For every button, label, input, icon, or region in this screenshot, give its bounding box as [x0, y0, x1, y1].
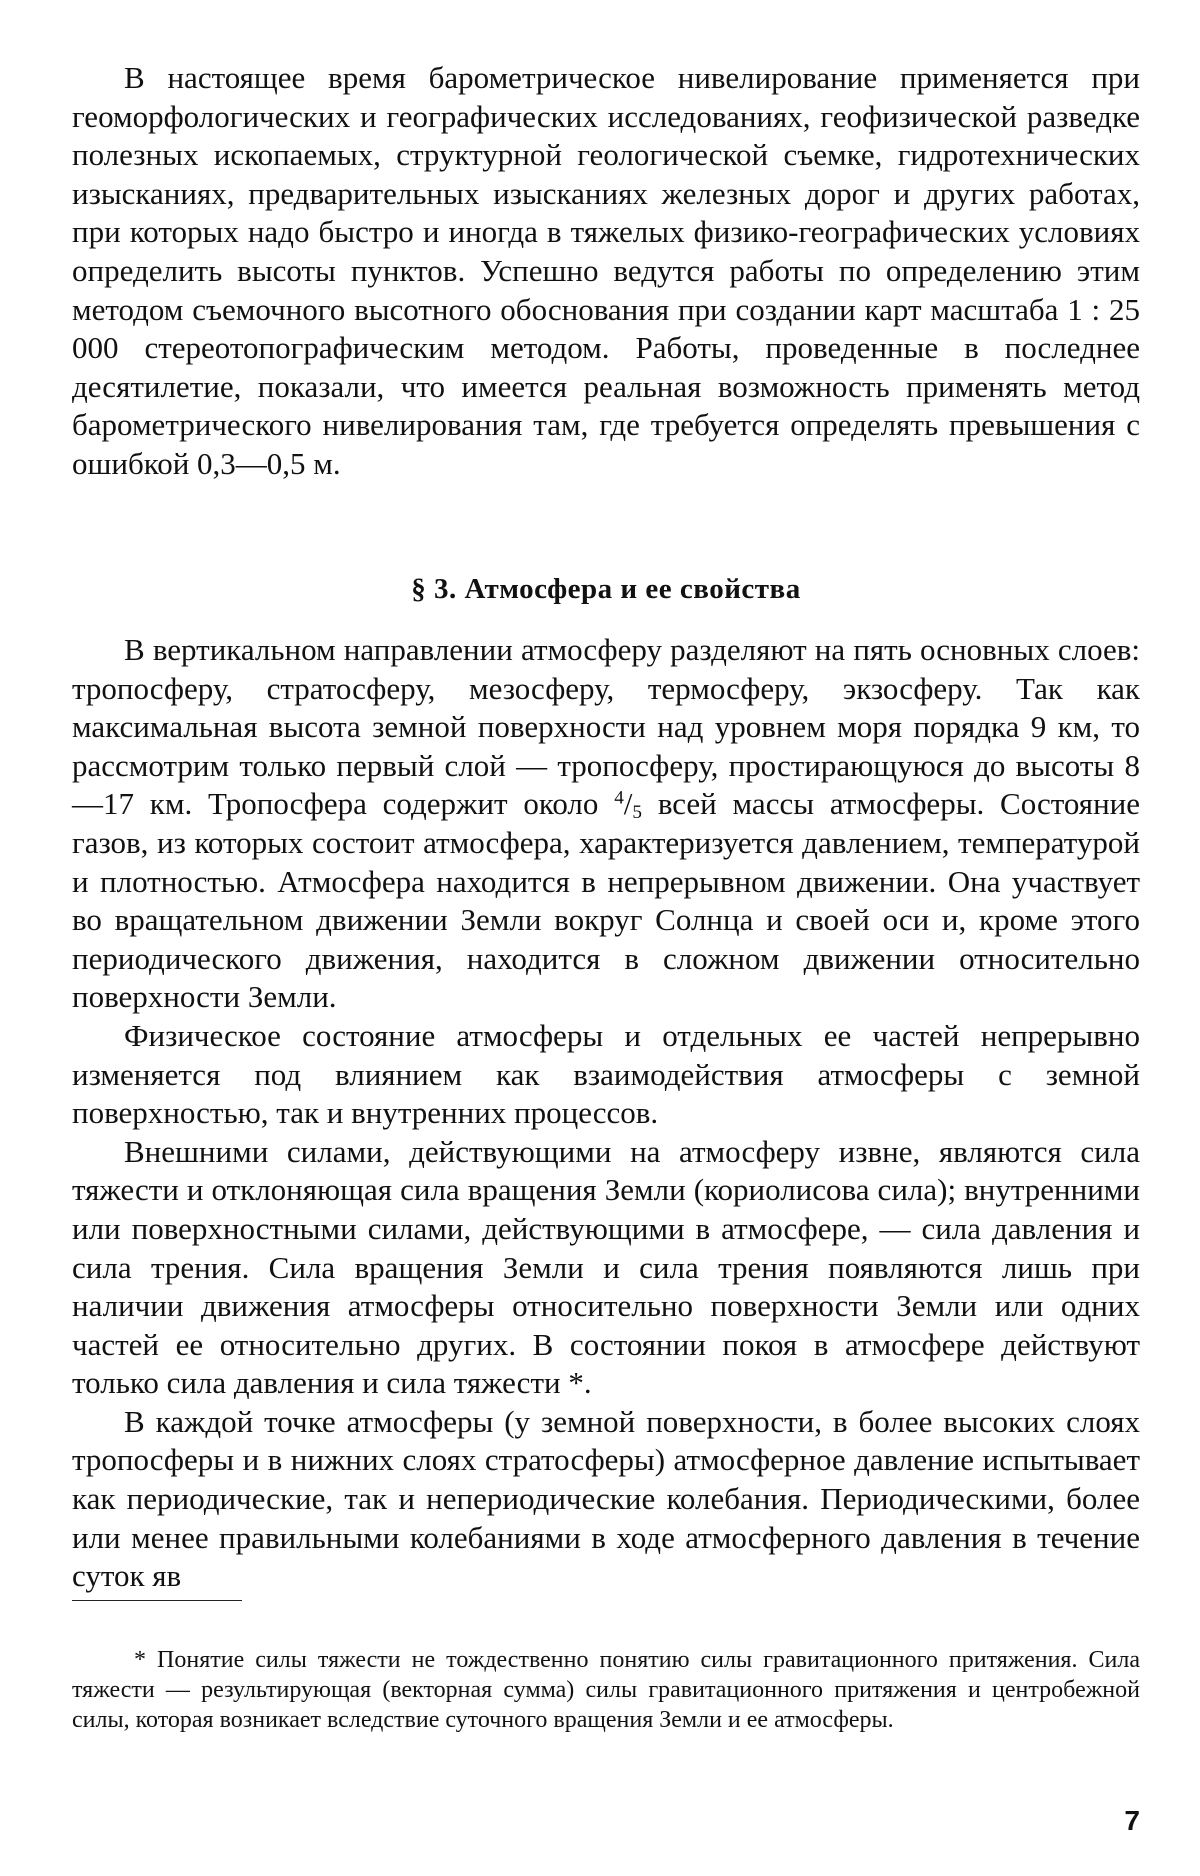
- paragraph-3: Внешними силами, действующими на атмосферу извне, являются сила тяжести и отклоняющая сила вращения Земли (кориолисова сила); внутренними или поверхностными силами, действующими в атмосфере, — сила давления и сила трения. Сила вращения Земли и сила трения появляются лишь при наличии движения атмосферы относительно поверхности Земли или одних частей ее относительно других. В состоянии покоя в атмосфере действуют только сила давления и сила тяжести *.: [72, 1133, 1140, 1401]
- footnote-block: [72, 1646, 1140, 1735]
- paragraph-4: В каждой точке атмосферы (у земной поверхности, в более высоких слоях тропосферы и в нижних слоях стратосферы) атмосферное давление испытывает как периодические, так и непериодические колебания. Периодическими, более или менее правильными колебаниями в ходе атмосферного давления в течение суток яв: [72, 1403, 1140, 1594]
- paragraph-1: [72, 631, 1140, 1017]
- fraction-four-fifths: $^4/_5$: [614, 786, 643, 824]
- paragraph-2: Физическое состояние атмосферы и отдельных ее частей непрерывно изменяется под влиянием как взаимодействия атмосферы с земной поверхностью, так и внутренних процессов.: [72, 1017, 1140, 1131]
- paragraph-1-start: В вертикальном направлении атмосферу разделяют на пять основных слоев: тропосферу, стратосферу, мезосферу, термосферу, экзосферу. Так как максимальная высота земной поверхности над уровнем моря порядка 9 км, то рассмотрим только первый слой — тропосферу, простирающуюся до высоты 8—17 км. Тропосфера содержит около: [72, 632, 1140, 822]
- section-heading: § 3. Атмосфера и ее свойства: [411, 573, 801, 605]
- intro-text-block: [72, 59, 1140, 484]
- fraction-denominator: 5: [632, 802, 643, 824]
- footnote-text: * Понятие силы тяжести не тождественно понятию силы гравитационного притяжения. Сила тяжести — результирующая (векторная сумма) силы гравитационного притяжения и центробежной силы, которая возникает вследствие суточного вращения Земли и ее атмосферы.: [72, 1647, 1140, 1733]
- intro-paragraph: В настоящее время барометрическое нивелирование применяется при геоморфологических и географических исследованиях, геофизической разведке полезных ископаемых, структурной геологической съемке, гидротехнических изысканиях, предварительных изысканиях железных дорог и других работах, при которых надо быстро и иногда в тяжелых физико-географических условиях определить высоты пунктов. Успешно ведутся работы по определению этим методом съемочного высотного обоснования при создании карт масштаба 1 : 25 000 стереотопографическим методом. Работы, проведенные в последнее десятилетие, показали, что имеется реальная возможность применять метод барометрического нивелирования там, где требуется определять превышения с ошибкой 0,3—0,5 м.: [72, 60, 1140, 481]
- fraction-numerator: 4: [614, 787, 624, 809]
- section-text-block: [72, 631, 1140, 1596]
- footnote-separator: [72, 1600, 242, 1601]
- page-number: 7: [1124, 1805, 1140, 1836]
- paragraph-1-end: всей массы атмосферы. Состояние газов, из которых состоит атмосфера, характеризуется давлением, температурой и плотностью. Атмосфера находится в непрерывном движении. Она участвует во вращательном движении Земли вокруг Солнца и своей оси и, кроме этого периодического движения, находится в сложном движении относительно поверхности Земли.: [72, 786, 1141, 1015]
